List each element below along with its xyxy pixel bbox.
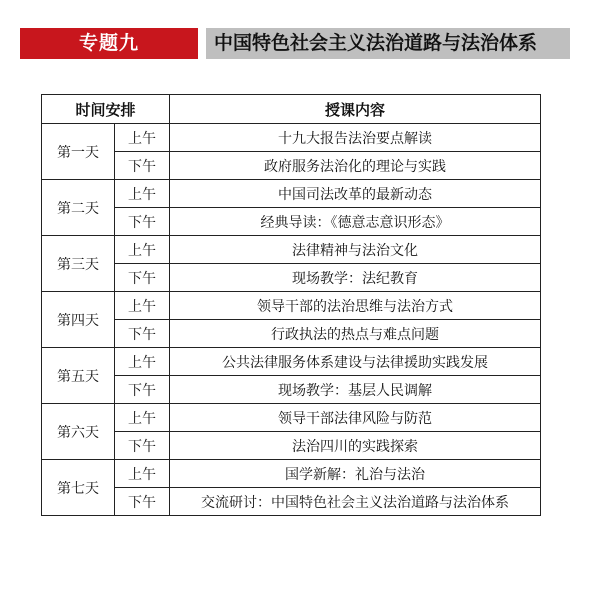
topic-tag: 专题九 — [20, 28, 198, 59]
table-row — [42, 236, 541, 264]
session-period: 上午 — [115, 460, 170, 488]
session-content: 十九大报告法治要点解读 — [170, 124, 541, 152]
session-period: 下午 — [115, 320, 170, 348]
session-period: 上午 — [115, 404, 170, 432]
table-row — [42, 432, 541, 460]
session-period: 下午 — [115, 264, 170, 292]
session-period: 下午 — [115, 488, 170, 516]
day-label: 第七天 — [42, 460, 115, 516]
header-content: 授课内容 — [170, 95, 541, 124]
session-content: 公共法律服务体系建设与法律援助实践发展 — [170, 348, 541, 376]
session-period: 上午 — [115, 124, 170, 152]
table-row — [42, 376, 541, 404]
session-content: 现场教学：法纪教育 — [170, 264, 541, 292]
table-header-row — [42, 95, 541, 124]
table-row — [42, 488, 541, 516]
topic-title: 中国特色社会主义法治道路与法治体系 — [206, 28, 570, 59]
session-period: 上午 — [115, 292, 170, 320]
table-row — [42, 460, 541, 488]
session-content: 领导干部法律风险与防范 — [170, 404, 541, 432]
table-row — [42, 404, 541, 432]
session-content: 交流研讨：中国特色社会主义法治道路与法治体系 — [170, 488, 541, 516]
day-label: 第三天 — [42, 236, 115, 292]
session-content: 行政执法的热点与难点问题 — [170, 320, 541, 348]
session-period: 下午 — [115, 152, 170, 180]
session-content: 法律精神与法治文化 — [170, 236, 541, 264]
session-period: 上午 — [115, 180, 170, 208]
table-row — [42, 348, 541, 376]
schedule-table — [41, 94, 541, 516]
session-content: 现场教学：基层人民调解 — [170, 376, 541, 404]
day-label: 第六天 — [42, 404, 115, 460]
table-row — [42, 124, 541, 152]
session-period: 上午 — [115, 236, 170, 264]
session-content: 政府服务法治化的理论与实践 — [170, 152, 541, 180]
table-row — [42, 320, 541, 348]
table-row — [42, 264, 541, 292]
header-schedule: 时间安排 — [42, 95, 170, 124]
session-period: 下午 — [115, 432, 170, 460]
table-row — [42, 208, 541, 236]
session-content: 经典导读：《德意志意识形态》 — [170, 208, 541, 236]
session-period: 下午 — [115, 376, 170, 404]
day-label: 第一天 — [42, 124, 115, 180]
schedule-body — [42, 124, 541, 516]
session-period: 上午 — [115, 348, 170, 376]
day-label: 第二天 — [42, 180, 115, 236]
table-row — [42, 180, 541, 208]
day-label: 第四天 — [42, 292, 115, 348]
session-content: 中国司法改革的最新动态 — [170, 180, 541, 208]
table-row — [42, 152, 541, 180]
session-period: 下午 — [115, 208, 170, 236]
day-label: 第五天 — [42, 348, 115, 404]
session-content: 国学新解：礼治与法治 — [170, 460, 541, 488]
session-content: 法治四川的实践探索 — [170, 432, 541, 460]
session-content: 领导干部的法治思维与法治方式 — [170, 292, 541, 320]
table-row — [42, 292, 541, 320]
